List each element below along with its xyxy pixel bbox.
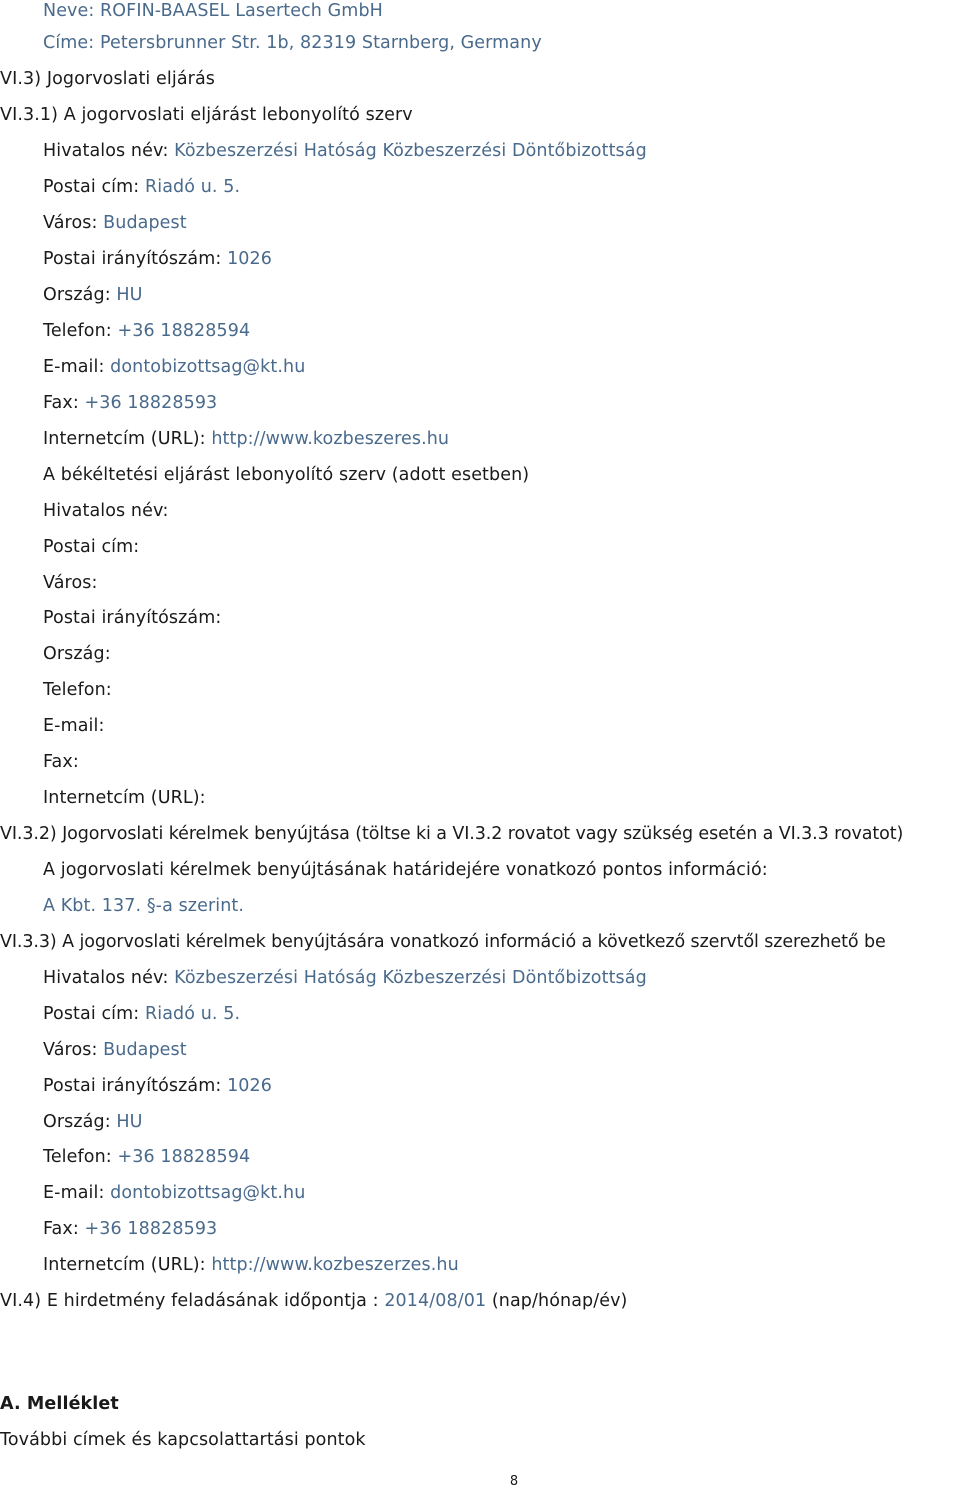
bekeltetes-varos: Város: [43, 573, 98, 593]
field-iranyitoszam [43, 248, 272, 270]
field-url [43, 1254, 459, 1276]
email-link[interactable]: dontobizottsag@kt.hu [110, 357, 306, 377]
field-orszag [43, 1111, 143, 1133]
field-label: Internetcím (URL): [43, 429, 206, 449]
field-url [43, 428, 449, 450]
section-vi4 [0, 1290, 627, 1312]
field-fax [43, 392, 217, 414]
field-email [43, 1182, 305, 1204]
deadline-info-label: A jogorvoslati kérelmek benyújtásának határidejére vonatkozó pontos információ: [43, 860, 768, 880]
field-postai-cim [43, 1003, 240, 1025]
field-value: Riadó u. 5. [144, 177, 241, 197]
field-label: Hivatalos név: [43, 141, 169, 161]
field-label: Hivatalos név: [43, 968, 169, 988]
field-label: E-mail: [43, 357, 105, 377]
field-value: HU [116, 1112, 143, 1132]
contact-address: Címe: Petersbrunner Str. 1b, 82319 Starnberg, Germany [43, 33, 542, 53]
date-format: (nap/hónap/év) [491, 1291, 628, 1311]
deadline-info-value: A Kbt. 137. §-a szerint. [43, 896, 245, 916]
field-varos [43, 1039, 187, 1061]
section-vi32-heading: VI.3.2) Jogorvoslati kérelmek benyújtása (töltse ki a VI.3.2 rovatot vagy szükség esetén a VI.3.3 rovatot) [0, 824, 904, 844]
field-value: Közbeszerzési Hatóság Közbeszerzési Döntőbizottság [174, 968, 647, 988]
bekeltetes-hivatalos-nev: Hivatalos név: [43, 501, 169, 521]
publication-date-label: VI.4) E hirdetmény feladásának időpontja : [0, 1291, 379, 1311]
field-value: HU [116, 285, 143, 305]
bekeltetes-email: E-mail: [43, 716, 105, 736]
url-link[interactable]: http://www.kozbeszerzes.hu [211, 1255, 459, 1275]
field-value: Közbeszerzési Hatóság Közbeszerzési Döntőbizottság [174, 141, 647, 161]
field-label: Város: [43, 213, 98, 233]
field-iranyitoszam [43, 1075, 272, 1097]
field-value: +36 18828594 [117, 1147, 251, 1167]
field-telefon [43, 1146, 250, 1168]
url-link[interactable]: http://www.kozbeszeres.hu [211, 429, 450, 449]
field-label: Internetcím (URL): [43, 1255, 206, 1275]
field-value: 1026 [227, 1076, 273, 1096]
bekeltetes-heading: A békéltetési eljárást lebonyolító szerv (adott esetben) [43, 465, 530, 485]
contact-name: Neve: ROFIN-BAASEL Lasertech GmbH [43, 1, 383, 21]
field-label: Telefon: [43, 1147, 112, 1167]
field-value: +36 18828594 [117, 321, 251, 341]
bekeltetes-fax: Fax: [43, 752, 79, 772]
bekeltetes-iranyitoszam: Postai irányítószám: [43, 608, 222, 628]
field-label: Ország: [43, 1112, 111, 1132]
field-postai-cim [43, 176, 240, 198]
field-label: Postai cím: [43, 1004, 140, 1024]
section-vi3-heading: VI.3) Jogorvoslati eljárás [0, 69, 216, 89]
field-value: Riadó u. 5. [144, 1004, 241, 1024]
bekeltetes-postai-cim: Postai cím: [43, 537, 140, 557]
field-label: E-mail: [43, 1183, 105, 1203]
bekeltetes-url: Internetcím (URL): [43, 788, 206, 808]
field-label: Postai irányítószám: [43, 249, 222, 269]
field-label: Város: [43, 1040, 98, 1060]
field-label: Postai cím: [43, 177, 140, 197]
field-label: Fax: [43, 1219, 79, 1239]
field-value: Budapest [103, 213, 187, 233]
section-vi31-heading: VI.3.1) A jogorvoslati eljárást lebonyolító szerv [0, 105, 413, 125]
email-link[interactable]: dontobizottsag@kt.hu [110, 1183, 306, 1203]
annex-title: A. Melléklet [0, 1394, 119, 1414]
publication-date: 2014/08/01 [384, 1291, 487, 1311]
field-label: Fax: [43, 393, 79, 413]
bekeltetes-telefon: Telefon: [43, 680, 112, 700]
field-label: Postai irányítószám: [43, 1076, 222, 1096]
field-hivatalos-nev [43, 967, 647, 989]
field-value: Budapest [103, 1040, 187, 1060]
field-email [43, 356, 305, 378]
field-fax [43, 1218, 217, 1240]
page-number: 8 [509, 1474, 519, 1489]
field-telefon [43, 320, 250, 342]
field-varos [43, 212, 187, 234]
field-orszag [43, 284, 143, 306]
field-value: 1026 [227, 249, 273, 269]
annex-subtitle: További címek és kapcsolattartási pontok [0, 1430, 366, 1450]
field-label: Ország: [43, 285, 111, 305]
field-value: +36 18828593 [84, 393, 218, 413]
bekeltetes-orszag: Ország: [43, 644, 111, 664]
field-value: +36 18828593 [84, 1219, 218, 1239]
section-vi33-heading: VI.3.3) A jogorvoslati kérelmek benyújtására vonatkozó információ a következő szervtől szerezhető be [0, 932, 886, 952]
field-hivatalos-nev [43, 140, 647, 162]
field-label: Telefon: [43, 321, 112, 341]
